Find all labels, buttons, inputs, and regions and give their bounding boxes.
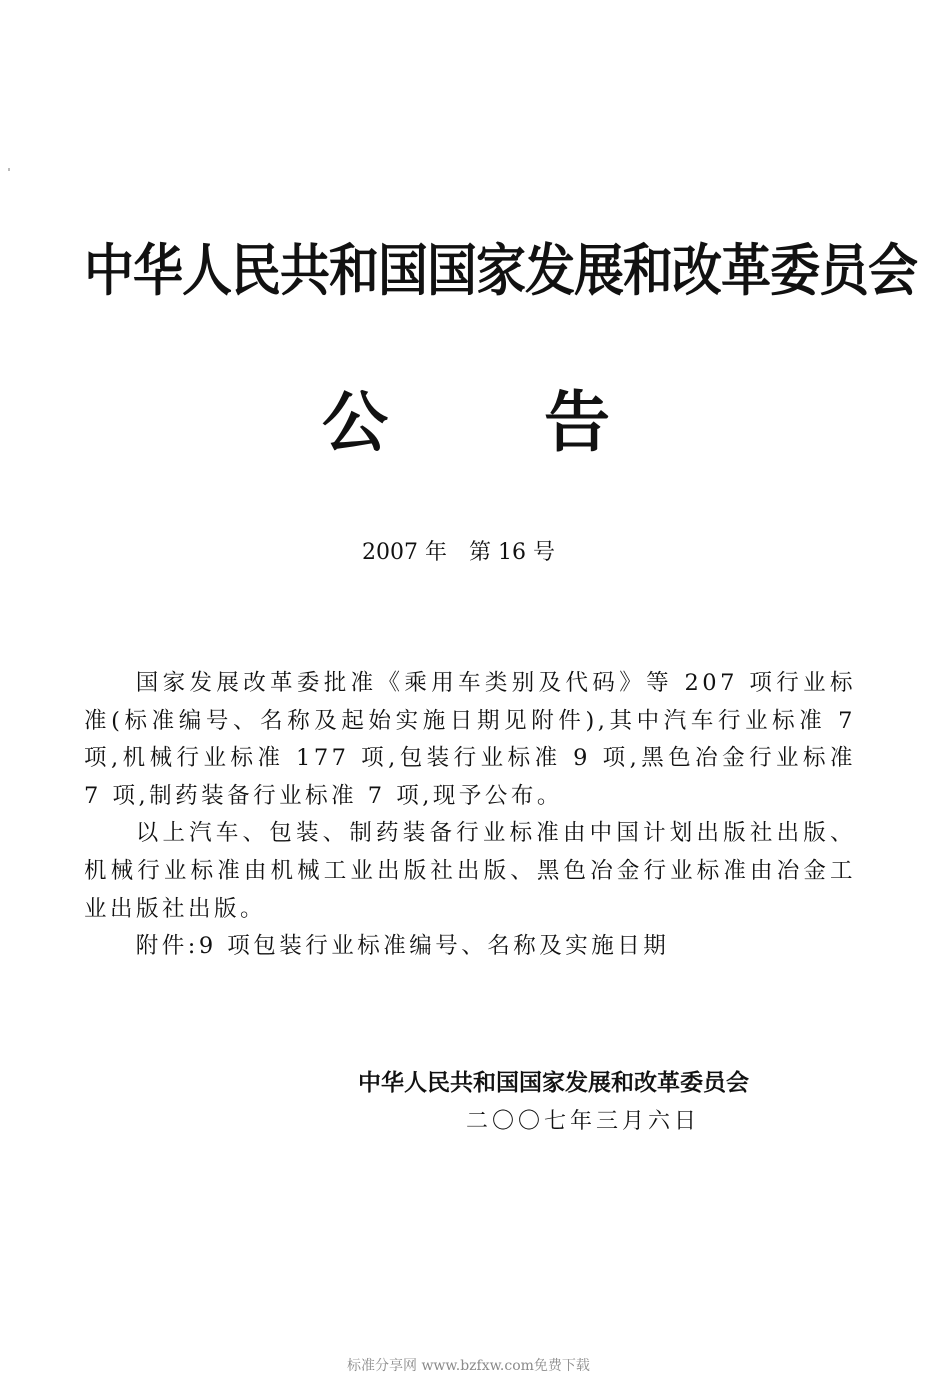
doc-type-char-1: 公 xyxy=(322,383,388,461)
document-number xyxy=(362,538,555,568)
body-paragraph-approval: 国家发展改革委批准《乘用车类别及代码》等 207 项行业标准(标准编号、名称及起始实施日期见附件),其中汽车行业标准 7 项,机械行业标准 177 项,包装行业标准 9 项,黑色冶金行业标准 7 项,制药装备行业标准 7 项,现予公布。 xyxy=(84,670,856,809)
document-type-heading xyxy=(322,382,622,462)
announcement-body xyxy=(84,665,856,966)
signature-organization: 中华人民共和国国家发展和改革委员会 xyxy=(358,1070,749,1096)
doc-type-char-2: 告 xyxy=(544,383,610,461)
body-paragraph-attachment: 附件:9 项包装行业标准编号、名称及实施日期 xyxy=(135,933,670,960)
doc-issue-number: 第 16 号 xyxy=(468,540,555,565)
issuer-title: 中华人民共和国国家发展和改革委员会 xyxy=(84,238,917,304)
scan-speck xyxy=(8,168,10,171)
body-paragraph-publishers: 以上汽车、包装、制药装备行业标准由中国计划出版社出版、机械行业标准由机械工业出版社出版、黑色冶金行业标准由冶金工业出版社出版。 xyxy=(84,820,856,922)
signature-date: 二〇〇七年三月六日 xyxy=(466,1109,701,1134)
footer-watermark: 标准分享网 www.bzfxw.com免费下载 xyxy=(347,1358,590,1374)
doc-year: 2007 年 xyxy=(362,540,447,565)
